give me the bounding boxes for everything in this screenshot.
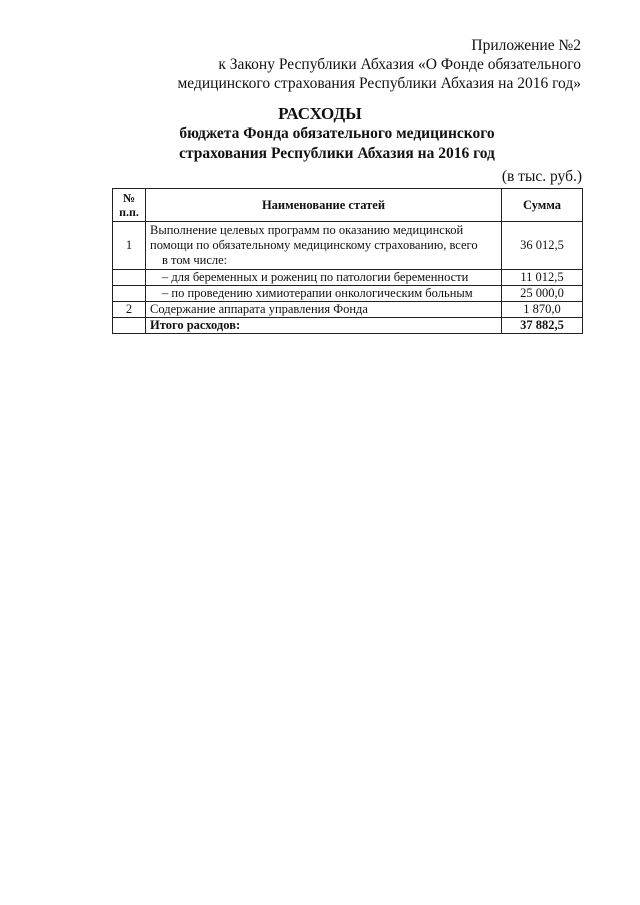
row-item-name-line2: помощи по обязательному медицинскому страхованию, всего xyxy=(150,238,478,252)
header-amount: Сумма xyxy=(502,189,583,222)
annex-law-reference-cont: медицинского страхования Республики Абхазия на 2016 год» xyxy=(177,75,581,92)
row-number xyxy=(113,270,146,286)
row-item-name: – для беременных и рожениц по патологии беременности xyxy=(146,270,502,286)
table-row xyxy=(113,270,583,286)
header-item-name: Наименование статей xyxy=(146,189,502,222)
header-number-sign: № xyxy=(122,191,136,205)
row-item-name-line1: Выполнение целевых программ по оказанию медицинской xyxy=(150,223,464,237)
table-row xyxy=(113,286,583,302)
row-number xyxy=(113,286,146,302)
table-header-row xyxy=(113,189,583,222)
table-row xyxy=(113,302,583,318)
annex-number: Приложение №2 xyxy=(471,37,581,54)
document-subtitle-line2: страхования Республики Абхазия на 2016 год xyxy=(179,145,495,162)
header-number xyxy=(113,189,146,222)
row-number: 1 xyxy=(113,222,146,270)
annex-law-reference: к Закону Республики Абхазия «О Фонде обязательного xyxy=(218,56,581,73)
expenses-table xyxy=(112,188,583,334)
row-item-name xyxy=(146,222,502,270)
row-amount: 36 012,5 xyxy=(502,222,583,270)
row-item-name: – по проведению химиотерапии онкологическим больным xyxy=(146,286,502,302)
document-title: РАСХОДЫ xyxy=(278,104,362,123)
table-row xyxy=(113,222,583,270)
units-note: (в тыс. руб.) xyxy=(501,168,582,185)
row-amount: 25 000,0 xyxy=(502,286,583,302)
table-total-row xyxy=(113,318,583,334)
row-amount: 11 012,5 xyxy=(502,270,583,286)
document-heading xyxy=(0,104,640,164)
total-label: Итого расходов: xyxy=(146,318,502,334)
header-number-abbr: п.п. xyxy=(119,205,139,219)
document-subtitle-line1: бюджета Фонда обязательного медицинского xyxy=(179,125,495,142)
row-amount: 1 870,0 xyxy=(502,302,583,318)
total-amount: 37 882,5 xyxy=(502,318,583,334)
row-number: 2 xyxy=(113,302,146,318)
total-number-cell xyxy=(113,318,146,334)
annex-block xyxy=(177,36,581,93)
row-item-name-line3: в том числе: xyxy=(162,253,228,267)
row-item-name: Содержание аппарата управления Фонда xyxy=(146,302,502,318)
